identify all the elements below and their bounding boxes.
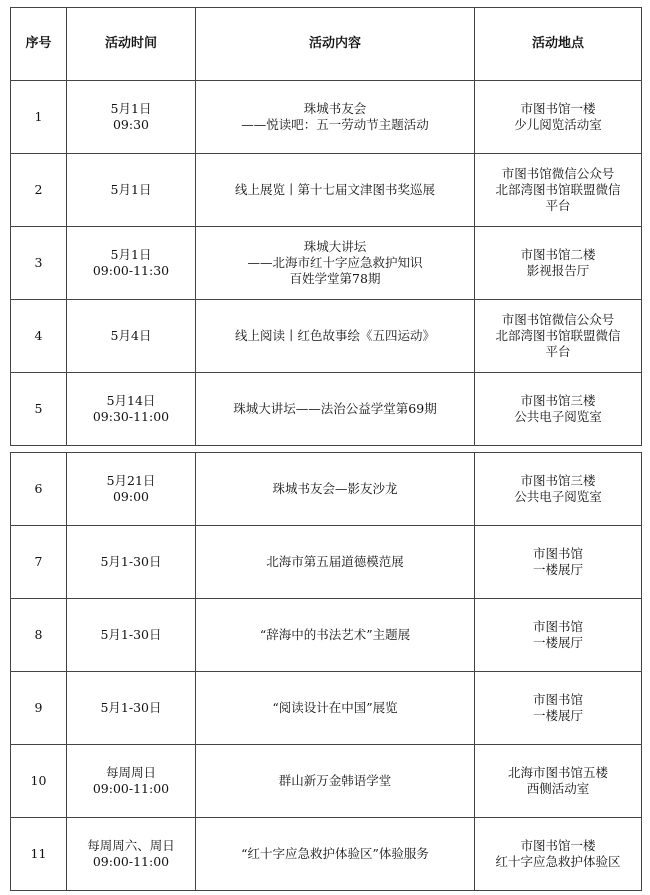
cell-time [67,745,196,818]
cell-content-line: “辞海中的书法艺术”主题展 [259,627,411,642]
cell-place-line: 平台 [545,344,571,359]
cell-time [67,81,196,154]
cell-place [475,818,642,891]
cell-content-line: 群山新万金韩语学堂 [278,773,392,788]
cell-content [196,526,475,599]
cell-place-line: 北部湾图书馆联盟微信 [495,182,621,197]
cell-place [475,373,642,446]
cell-place-line: 市图书馆三楼 [520,393,596,408]
cell-content [196,672,475,745]
cell-place-line: 市图书馆 [532,546,583,561]
cell-time [67,300,196,373]
cell-no: 8 [11,599,67,672]
cell-time [67,599,196,672]
cell-place [475,300,642,373]
schedule-table-part-2 [10,452,642,891]
cell-time [67,373,196,446]
cell-time-line: 每周周日 [105,765,156,780]
cell-time [67,526,196,599]
cell-content [196,300,475,373]
cell-place [475,745,642,818]
table-row [11,300,642,373]
cell-no: 4 [11,300,67,373]
cell-place-line: 市图书馆 [532,692,583,707]
cell-place-line: 市图书馆一楼 [520,838,596,853]
cell-no: 3 [11,227,67,300]
cell-time [67,227,196,300]
header-place: 活动地点 [475,8,642,81]
cell-time-line: 5月1日 [110,182,152,197]
cell-no: 2 [11,154,67,227]
cell-place-line: 平台 [545,198,571,213]
header-time: 活动时间 [67,8,196,81]
cell-time [67,672,196,745]
cell-content [196,599,475,672]
cell-time [67,453,196,526]
cell-no: 7 [11,526,67,599]
cell-place [475,599,642,672]
cell-content-line: 线上展览丨第十七届文津图书奖巡展 [234,182,435,197]
cell-place-line: 市图书馆微信公众号 [501,312,615,327]
table-row [11,373,642,446]
cell-place-line: 一楼展厅 [532,635,583,650]
cell-time-line: 每周周六、周日 [87,838,175,853]
cell-place-line: 市图书馆 [532,619,583,634]
header-row [11,8,642,81]
cell-place-line: 市图书馆微信公众号 [501,166,615,181]
cell-place [475,672,642,745]
cell-place-line: 市图书馆三楼 [520,473,596,488]
cell-time-line: 5月1-30日 [100,627,162,642]
cell-place [475,453,642,526]
table-row [11,227,642,300]
cell-time-line: 09:00 [112,489,150,504]
cell-time-line: 5月21日 [106,473,156,488]
cell-no: 6 [11,453,67,526]
cell-content-line: 线上阅读丨红色故事绘《五四运动》 [234,328,435,343]
cell-time-line: 5月1-30日 [100,700,162,715]
table-row [11,526,642,599]
header-content: 活动内容 [196,8,475,81]
cell-time-line: 09:00-11:00 [92,781,170,796]
cell-content-line: 北海市第五届道德模范展 [266,554,404,569]
cell-content-line: ——北海市红十字应急救护知识 [247,255,423,270]
cell-time-line: 5月4日 [110,328,152,343]
table-row [11,154,642,227]
cell-place-line: 市图书馆二楼 [520,247,596,262]
cell-place-line: 影视报告厅 [526,263,590,278]
cell-content-line: 珠城书友会 [303,101,367,116]
cell-no: 1 [11,81,67,154]
cell-content-line: ——悦读吧：五一劳动节主题活动 [241,117,429,132]
cell-place-line: 红十字应急救护体验区 [495,854,621,869]
cell-time-line: 5月1日 [110,101,152,116]
cell-no: 11 [11,818,67,891]
cell-place-line: 公共电子阅览室 [514,409,602,424]
cell-content [196,745,475,818]
table-row [11,672,642,745]
table-row [11,818,642,891]
cell-time-line: 09:00-11:00 [92,854,170,869]
cell-time-line: 5月1-30日 [100,554,162,569]
cell-content-line: “红十字应急救护体验区”体验服务 [241,846,429,861]
cell-content-line: “阅读设计在中国”展览 [272,700,398,715]
cell-content [196,227,475,300]
cell-content [196,818,475,891]
cell-time [67,154,196,227]
cell-no: 5 [11,373,67,446]
cell-place-line: 北部湾图书馆联盟微信 [495,328,621,343]
cell-place-line: 北海市图书馆五楼 [507,765,608,780]
cell-place-line: 一楼展厅 [532,562,583,577]
cell-place-line: 市图书馆一楼 [520,101,596,116]
cell-place [475,526,642,599]
cell-no: 9 [11,672,67,745]
cell-time [67,818,196,891]
cell-time-line: 5月1日 [110,247,152,262]
cell-time-line: 09:30 [112,117,150,132]
cell-content [196,81,475,154]
cell-place-line: 公共电子阅览室 [514,489,602,504]
cell-place-line: 一楼展厅 [532,708,583,723]
cell-content-line: 珠城大讲坛——法治公益学堂第69期 [233,401,437,416]
header-no: 序号 [11,8,67,81]
cell-time-line: 09:00-11:30 [92,263,170,278]
cell-content-line: 珠城大讲坛 [303,239,367,254]
cell-place-line: 西侧活动室 [526,781,590,796]
cell-place-line: 少儿阅览活动室 [514,117,602,132]
table-row [11,81,642,154]
cell-no: 10 [11,745,67,818]
cell-content [196,373,475,446]
cell-place [475,227,642,300]
cell-place [475,154,642,227]
cell-place [475,81,642,154]
cell-content-line: 珠城书友会—影友沙龙 [272,481,398,496]
table-row [11,745,642,818]
table-row [11,599,642,672]
cell-content [196,453,475,526]
table-row [11,453,642,526]
cell-time-line: 09:30-11:00 [92,409,170,424]
schedule-table-part-1 [10,7,642,446]
cell-content [196,154,475,227]
cell-time-line: 5月14日 [106,393,156,408]
cell-content-line: 百姓学堂第78期 [289,271,381,286]
